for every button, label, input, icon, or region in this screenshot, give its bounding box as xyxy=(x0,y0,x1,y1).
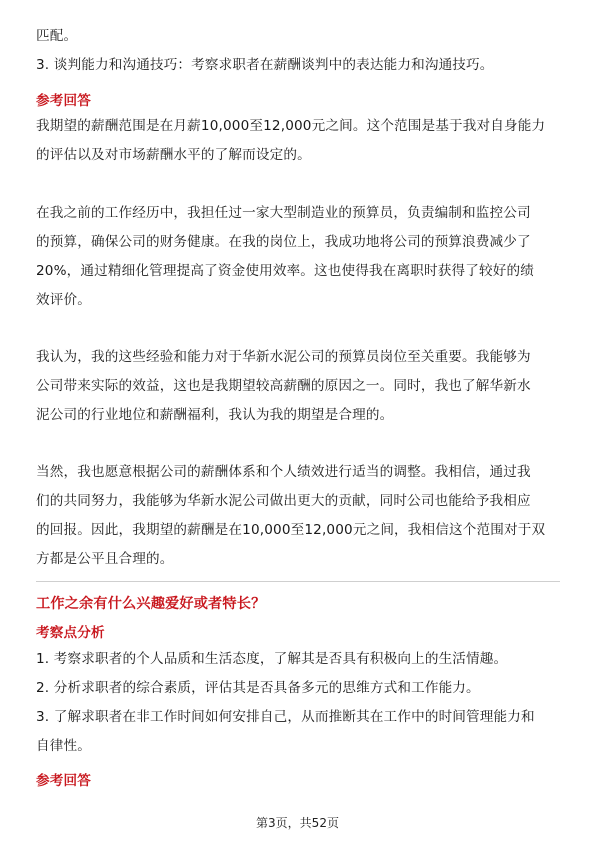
analysis-item: 2. 分析求职者的综合素质，评估其是否具备多元的思维方式和工作能力。 xyxy=(36,680,480,696)
text-line: 匹配。 xyxy=(36,28,78,44)
answer-text-line: 在我之前的工作经历中，我担任过一家大型制造业的预算员，负责编制和监控公司 xyxy=(36,205,531,221)
answer-text-line: 我认为，我的这些经验和能力对于华新水泥公司的预算员岗位至关重要。我能够为 xyxy=(36,349,531,365)
answer-text-line: 效评价。 xyxy=(36,292,91,308)
answer-text-line: 20%，通过精细化管理提高了资金使用效率。这也使得我在离职时获得了较好的绩 xyxy=(36,263,534,279)
analysis-item: 3. 了解求职者在非工作时间如何安排自己，从而推断其在工作中的时间管理能力和 xyxy=(36,709,535,725)
analysis-heading: 考察点分析 xyxy=(36,625,105,641)
answer-heading: 参考回答 xyxy=(36,93,91,109)
answer-text-line: 的回报。因此，我期望的薪酬是在10,000至12,000元之间，我相信这个范围对于双 xyxy=(36,522,546,538)
answer-text-line: 的评估以及对市场薪酬水平的了解而设定的。 xyxy=(36,147,311,163)
answer-text-line: 方都是公平且合理的。 xyxy=(36,551,174,567)
answer-text-line: 的预算，确保公司的财务健康。在我的岗位上，我成功地将公司的预算浪费减少了 xyxy=(36,234,531,250)
section-divider xyxy=(36,581,560,582)
page-number: 第3页，共52页 xyxy=(256,816,339,830)
question-title: 工作之余有什么兴趣爱好或者特长？ xyxy=(36,596,266,612)
answer-heading: 参考回答 xyxy=(36,773,91,789)
analysis-item: 自律性。 xyxy=(36,738,91,754)
answer-text-line: 们的共同努力，我能够为华新水泥公司做出更大的贡献，同时公司也能给予我相应 xyxy=(36,493,531,509)
answer-text-line: 公司带来实际的效益，这也是我期望较高薪酬的原因之一。同时，我也了解华新水 xyxy=(36,378,531,394)
analysis-item: 1. 考察求职者的个人品质和生活态度，了解其是否具有积极向上的生活情趣。 xyxy=(36,651,508,667)
answer-text-line: 泥公司的行业地位和薪酬福利，我认为我的期望是合理的。 xyxy=(36,407,394,423)
answer-text-line: 当然，我也愿意根据公司的薪酬体系和个人绩效进行适当的调整。我相信，通过我 xyxy=(36,464,531,480)
answer-text-line: 我期望的薪酬范围是在月薪10,000至12,000元之间。这个范围是基于我对自身能力 xyxy=(36,118,546,134)
analysis-item: 3. 谈判能力和沟通技巧：考察求职者在薪酬谈判中的表达能力和沟通技巧。 xyxy=(36,57,494,73)
